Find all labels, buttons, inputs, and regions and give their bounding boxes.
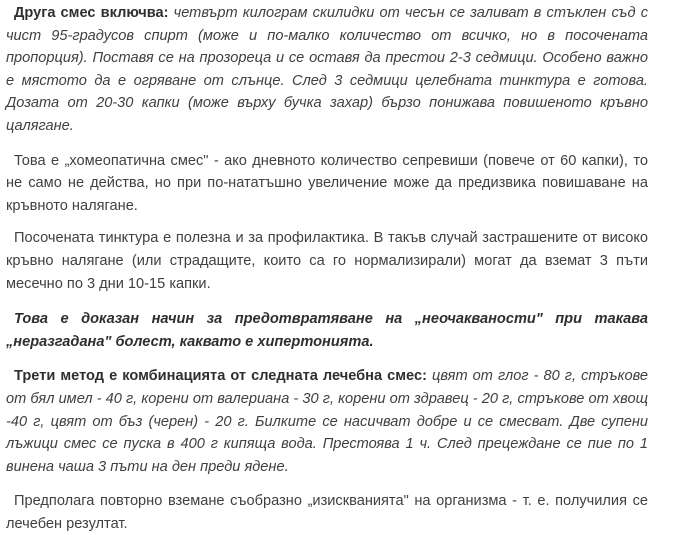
paragraph-lead: Трети метод е комбинацията от следната лечебна смес: xyxy=(14,368,427,385)
paragraph-third-method xyxy=(6,365,648,478)
paragraph-repeat: Предполага повторно вземане съобразно „изискванията" на организма - т. е. получилия се лечебен резултат. xyxy=(6,493,648,532)
paragraph-second-mixture xyxy=(6,2,648,138)
paragraph-prophylaxis: Посочената тинктура е полезна и за профилактика. В такъв случай застрашените от високо кръвно налягане (или страдащите, които са го нормализирали) могат да вземат 3 пъти месечно по 3 дни 10-15 капки. xyxy=(6,230,648,292)
paragraph-emphasis xyxy=(6,308,648,353)
emphasis-text: Това е доказан начин за предотвратяване на „неочакваности" при такава „неразгадана" болест, каквато е хипертонията. xyxy=(6,311,648,350)
paragraph-lead: Друга смес включва: xyxy=(14,5,169,21)
paragraph-body: цвят от глог - 80 г, стръкове от бял имел - 40 г, корени от валериана - 30 г, корени от здравец - 20 г, стръкове от хвощ -40 г, цвят от бъз (черен) - 20 г. Билките се насичват добре и се смесват. Две супени лъжици смес се пуска в 400 г кипяща вода. Престоява 1 ч. След прецеждане се пие по 1 винена чаша 3 пъти на ден преди ядене. xyxy=(6,368,648,475)
paragraph-homeopathic: Това е „хомеопатична смес" - ако дневното количество сепревиши (повече от 60 капки), то не само не действа, но при по-нататъшно увеличение може да предизвика повишаване на кръвното налягане. xyxy=(6,152,648,214)
paragraph-body: четвърт килограм скилидки от чесън се заливат в стъклен съд с чист 95-градусов спирт (може и по-малко количество от всичко, но в посочената пропорция). Поставя се на прозореца и се оставя да престои 2-3 седмици. Особено важно е мястото да е огряване от слънце. След 3 седмици целебната тинктура е готова. Дозата от 20-30 капки (може върху бучка захар) бързо понижава повишеното кръвно цалягане. xyxy=(6,5,648,134)
